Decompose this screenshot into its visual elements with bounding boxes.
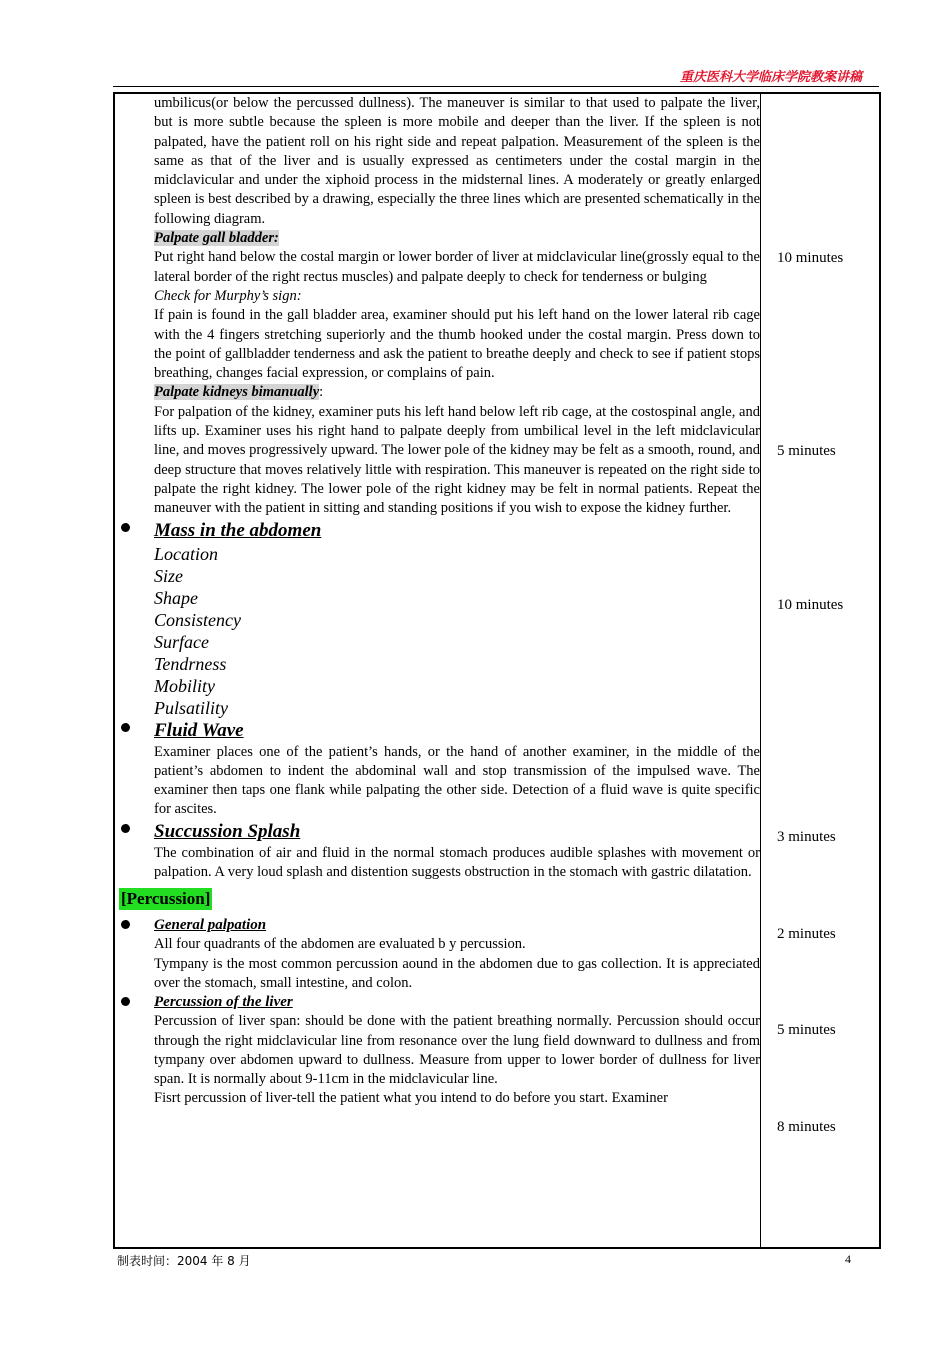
bullet-icon [121,920,130,929]
header-rule [113,86,879,87]
succussion-paragraph: The combination of air and fluid in the normal stomach produces audible splashes with movement or palpation. A very loud splash and distention suggests obstruction in the stomach with gastric dilatation. [154,844,760,881]
page-number: 4 [845,1252,851,1266]
footer-date: 制表时间：2004 年 8 月 [117,1254,251,1268]
column-divider [760,92,761,1247]
succussion-section [115,820,760,844]
time-gall-bladder: 10 minutes [777,250,844,266]
mass-item-surface: Surface [154,631,209,652]
general-palpation-section [115,916,760,935]
fluid-wave-heading: Fluid Wave [154,719,244,741]
mass-item-tenderness: Tendrness [154,653,227,674]
time-mass: 10 minutes [777,597,844,613]
kidney-colon: : [319,384,324,401]
general-palpation-text-1: All four quadrants of the abdomen are evaluated b y percussion. [154,936,526,953]
general-palpation-heading: General palpation [154,917,267,934]
mass-heading: Mass in the abdomen [154,519,322,541]
bullet-icon [121,824,130,833]
fluid-wave-paragraph: Examiner places one of the patient’s hands, or the hand of another examiner, in the middle of the patient’s abdomen to indent the abdominal wall and stop transmission of the impulsed wave. The examiner then taps one flank while palpating the other side. Detection of a fluid wave is quite specific for ascites. [154,743,760,818]
kidney-heading-line [115,383,760,402]
time-general: 5 minutes [777,1022,836,1038]
gall-bladder-paragraph: Put right hand below the costal margin or lower border of liver at midclavicular line(grossly equal to the lateral border of the right rectus muscles) and palpate deeply to check for tenderness or bulging [154,249,760,285]
gall-bladder-heading: Palpate gall bladder: [154,230,279,247]
kidney-paragraph: For palpation of the kidney, examiner puts his left hand below left rib cage, at the costospinal angle, and lifts up. Examiner uses his right hand to palpate deeply from umbilical level in the left midclavicular line, and moves progressively upward. The lower pole of the kidney may be felt as a smooth, round, and deep structure that moves relatively little with respiration. This maneuver is repeated on the right side to palpate the right kidney. The lower pole of the right kidney may be felt in normal patients. Repeat the maneuver with the patient in sitting and standing positions if you wish to expose the kidney further. [154,403,760,517]
spleen-paragraph: umbilicus(or below the percussed dullness). The maneuver is similar to that used to palpate the liver, but is more subtle because the spleen is more mobile and deeper than the liver. If the spleen is not palpated, have the patient roll on his right side and repeat palpation. Measurement of the spleen is the same as that of the liver and is usually expressed as centimeters under the costal margin in the midclavicular and under the xiphoid process in the midsternal lines. A moderately or greatly enlarged spleen is best described by a drawing, especially the three lines which are presented schematically in the following diagram. [154,95,760,227]
page-header: 重庆医科大学临床学院教案讲稿 [679,70,862,85]
fluid-wave-section [115,719,760,743]
mass-section [115,519,760,543]
time-liver: 8 minutes [777,1119,836,1135]
mass-item-shape: Shape [154,587,198,608]
bullet-icon [121,723,130,732]
gall-bladder-heading-line [115,229,760,248]
mass-item-location: Location [154,543,219,564]
bullet-icon [121,523,130,532]
time-kidney: 5 minutes [777,443,836,459]
content-table [113,92,881,1249]
mass-item-consistency: Consistency [154,609,241,630]
liver-percussion-heading: Percussion of the liver [154,994,293,1011]
murphy-paragraph: If pain is found in the gall bladder area, examiner should put his left hand on the lower lateral rib cage with the 4 fingers stretching superiorly and the thumb hooked under the costal margin. Press down to the point of gallbladder tenderness and ask the patient to breathe deeply and check to see if patient stops breathing, changes facial expression, or complains of pain. [154,307,760,382]
mass-item-size: Size [154,565,183,586]
general-palpation-text-2: Tympany is the most common percussion aound in the abdomen due to gas collection. It is appreciated over the stomach, small intestine, and colon. [154,955,760,991]
succussion-heading: Succussion Splash [154,820,301,842]
main-column [115,94,760,1109]
mass-item-pulsatility: Pulsatility [154,697,228,718]
mass-item-mobility: Mobility [154,675,215,696]
time-fluid-wave: 3 minutes [777,829,836,845]
kidney-heading: Palpate kidneys bimanually [154,384,320,401]
time-succussion: 2 minutes [777,926,836,942]
percussion-tag: [Percussion] [121,889,211,909]
liver-percussion-paragraph-2: Fisrt percussion of liver-tell the patient what you intend to do before you start. Examiner [154,1090,668,1107]
murphy-heading: Check for Murphy’s sign: [154,287,302,304]
percussion-tag-line [115,888,760,910]
bullet-icon [121,997,130,1006]
liver-percussion-section [115,993,760,1012]
liver-percussion-paragraph: Percussion of liver span: should be done with the patient breathing normally. Percussion should occur through the right midclavicular line from resonance over the lung field downward to dullness and from tympany over abdomen upward to dullness. Measure from upper to lower border of dullness for liver span. It is normally about 9-11cm in the midclavicular line. [154,1013,760,1088]
